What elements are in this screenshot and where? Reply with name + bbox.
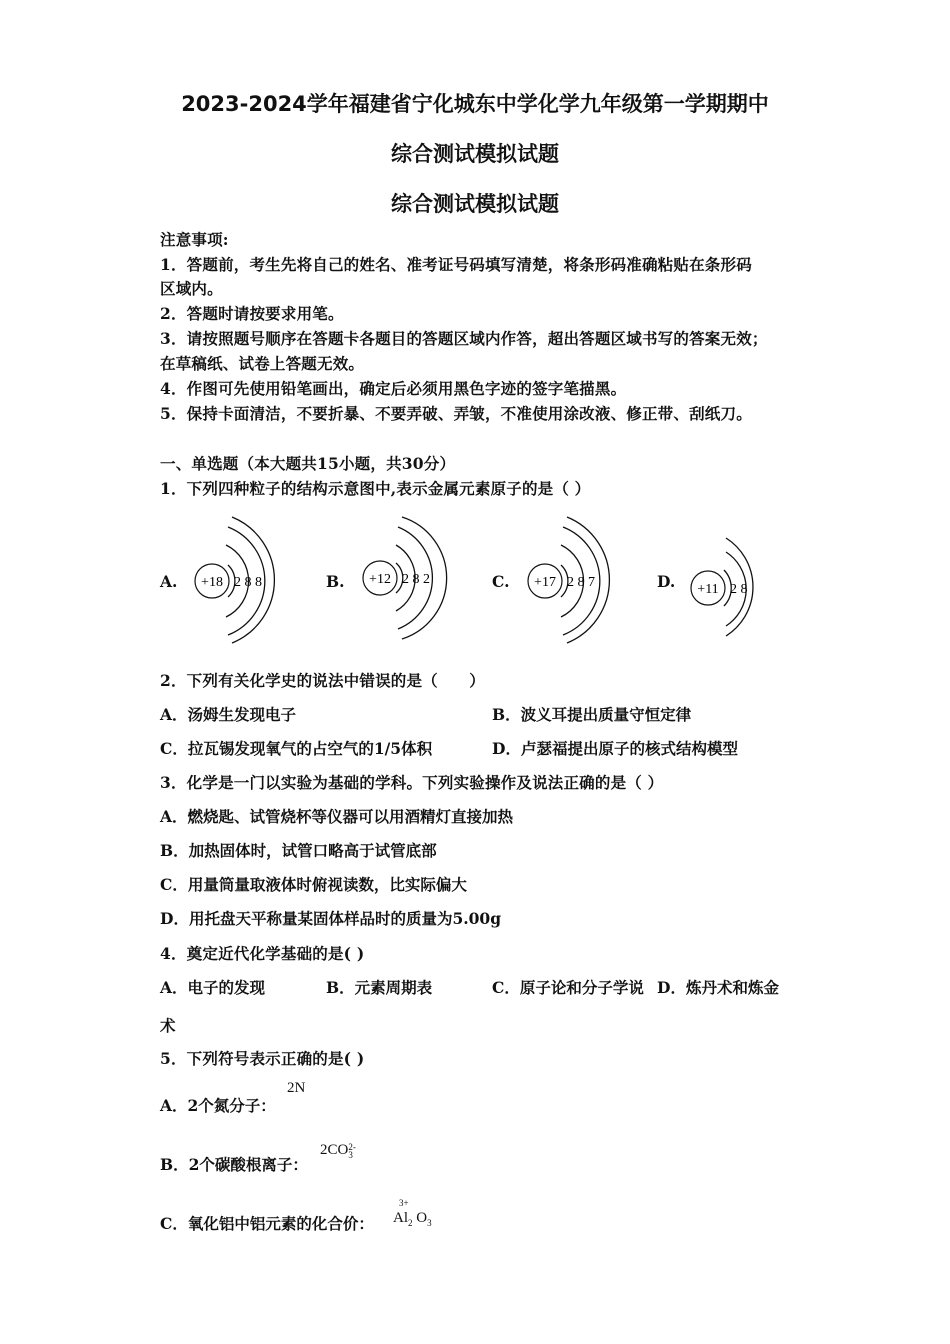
q4-option-d: D．炼丹术和炼金 — [657, 978, 779, 997]
atom-c-nucleus: +17 — [534, 575, 556, 590]
q5-formula-c-el1: Al — [393, 1210, 408, 1226]
q1-stem: 1．下列四种粒子的结构示意图中,表示金属元素原子的是（ ） — [160, 479, 591, 498]
q1-option-c-label: C. — [492, 572, 510, 591]
q4-option-a: A．电子的发现 — [160, 978, 266, 997]
q5-formula-c-sup: 3+ — [399, 1198, 409, 1208]
q1-option-b-label: B. — [326, 572, 345, 591]
q3-option-a: A．燃烧匙、试管烧杯等仪器可以用酒精灯直接加热 — [160, 807, 514, 826]
q5-option-a: A．2个氮分子： — [160, 1096, 276, 1115]
q5-formula-b-sub: 3 — [348, 1149, 353, 1160]
notice-4: 4．作图可先使用铅笔画出，确定后必须用黑色字迹的签字笔描黑。 — [160, 379, 627, 398]
q1-option-a-label: A. — [160, 572, 178, 591]
title-line-2: 综合测试模拟试题 — [391, 142, 559, 166]
q5-option-c: C．氧化铝中铝元素的化合价： — [160, 1214, 374, 1233]
q4-option-d-cont: 术 — [160, 1016, 176, 1035]
title-line-1: 2023-2024学年福建省宁化城东中学化学九年级第一学期期中 — [181, 92, 769, 116]
notice-5: 5．保持卡面清洁，不要折暴、不要弄破、弄皱，不准使用涂改液、修正带、刮纸刀。 — [160, 404, 752, 423]
atom-diagram-b — [360, 515, 450, 649]
q5-formula-a: 2N — [287, 1080, 306, 1096]
q2-option-a: A．汤姆生发现电子 — [160, 705, 297, 724]
atom-b-shells: 2 8 2 — [402, 572, 430, 587]
atom-d-nucleus: +11 — [697, 582, 719, 597]
notice-1: 1．答题前，考生先将自己的姓名、准考证号码填写清楚，将条形码准确粘贴在条形码 — [160, 255, 752, 274]
q5-formula-c-sub1: 2 — [408, 1218, 413, 1228]
q5-formula-b — [320, 1142, 356, 1159]
q4-option-b: B．元素周期表 — [326, 978, 433, 997]
atom-diagram-a — [190, 515, 280, 649]
title-line-3: 综合测试模拟试题 — [391, 192, 559, 216]
q5-formula-b-sup: 2- — [348, 1141, 356, 1152]
q3-stem: 3．化学是一门以实验为基础的学科。下列实验操作及说法正确的是（ ） — [160, 773, 664, 792]
q4-stem: 4．奠定近代化学基础的是( ) — [160, 944, 365, 963]
q5-formula-b-main: 2CO — [320, 1142, 349, 1158]
atom-c-shells: 2 8 7 — [567, 575, 595, 590]
section-heading: 一、单选题（本大题共15小题，共30分） — [160, 454, 456, 473]
q5-stem: 5．下列符号表示正确的是( ) — [160, 1049, 365, 1068]
q2-stem: 2．下列有关化学史的说法中错误的是（ ） — [160, 671, 485, 690]
q4-option-c: C．原子论和分子学说 — [492, 978, 644, 997]
atom-b-nucleus: +12 — [369, 572, 391, 587]
notice-2: 2．答题时请按要求用笔。 — [160, 304, 344, 323]
notice-1-cont: 区域内。 — [160, 279, 223, 298]
notice-3: 3．请按照题号顺序在答题卡各题目的答题区域内作答，超出答题区域书写的答案无效； — [160, 329, 768, 348]
atom-diagram-c — [525, 515, 615, 649]
q5-formula-c-sub2: 3 — [427, 1218, 432, 1228]
notice-heading: 注意事项: — [160, 230, 229, 249]
atom-a-shells: 2 8 8 — [234, 575, 262, 590]
q3-option-d: D．用托盘天平称量某固体样品时的质量为5.00g — [160, 909, 502, 928]
q3-option-c: C．用量筒量取液体时俯视读数，比实际偏大 — [160, 875, 467, 894]
q2-option-c: C．拉瓦锡发现氧气的占空气的1/5体积 — [160, 739, 433, 758]
atom-a-nucleus: +18 — [201, 575, 223, 590]
q2-option-d: D．卢瑟福提出原子的核式结构模型 — [492, 739, 738, 758]
q1-option-d-label: D. — [657, 572, 676, 591]
q3-option-b: B．加热固体时，试管口略高于试管底部 — [160, 841, 437, 860]
notice-3-cont: 在草稿纸、试卷上答题无效。 — [160, 354, 365, 373]
atom-d-shells: 2 8 — [730, 582, 748, 597]
q5-option-b: B．2个碳酸根离子： — [160, 1155, 308, 1174]
atom-diagram-d — [688, 530, 768, 644]
q5-formula-c-el2: O — [416, 1210, 428, 1226]
q2-option-b: B．波义耳提出质量守恒定律 — [492, 705, 692, 724]
